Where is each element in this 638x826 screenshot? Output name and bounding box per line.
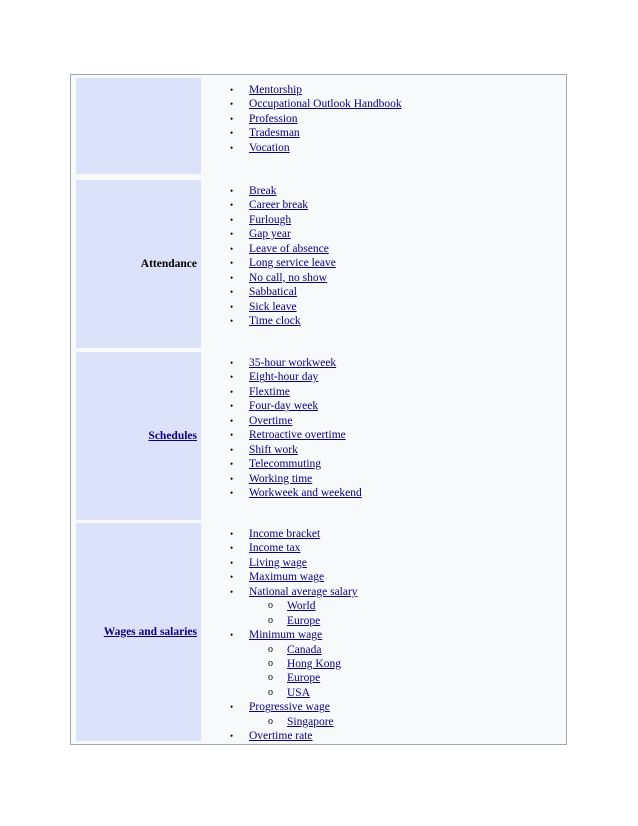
item-link[interactable]: Canada (287, 643, 322, 656)
bullet-icon: • (230, 85, 234, 95)
list-item (209, 112, 402, 126)
bullet-icon: • (230, 473, 234, 484)
item-link[interactable]: Furlough (249, 213, 292, 226)
bullet-icon: • (230, 401, 234, 412)
item-link[interactable]: USA (287, 686, 311, 699)
bullet-icon: • (230, 315, 234, 326)
item-link[interactable]: Europe (287, 614, 321, 627)
bullet-icon: • (230, 214, 234, 225)
group-header-careers (76, 78, 201, 174)
item-link[interactable]: Shift work (249, 443, 298, 456)
list-careers (209, 83, 402, 155)
item-link[interactable]: Occupational Outlook Handbook (249, 98, 402, 111)
item-link[interactable]: Europe (287, 672, 321, 685)
list-item (209, 570, 358, 584)
list-item (209, 97, 402, 111)
circle-bullet-icon: o (268, 686, 273, 698)
circle-bullet-icon: o (268, 600, 273, 612)
item-link[interactable]: Break (249, 185, 277, 197)
bullet-icon: • (230, 243, 234, 254)
list-item (209, 198, 336, 212)
group-header-schedules (76, 352, 201, 520)
sub-list-item (209, 657, 358, 671)
list-item (209, 242, 336, 256)
circle-bullet-icon: o (268, 643, 273, 655)
bullet-icon: • (230, 557, 234, 568)
bullet-icon: • (230, 430, 234, 441)
item-link[interactable]: Long service leave (249, 257, 336, 270)
circle-bullet-icon: o (268, 614, 273, 626)
list-item (209, 585, 358, 599)
item-link[interactable]: National average salary (249, 585, 358, 598)
bullet-icon: • (230, 415, 234, 426)
group-label-attendance: Attendance (140, 258, 197, 270)
list-item (209, 385, 362, 399)
bullet-icon: • (230, 586, 234, 597)
list-item (209, 285, 336, 299)
item-link[interactable]: Income bracket (249, 528, 321, 540)
bullet-icon: • (230, 731, 234, 742)
bullet-icon: • (230, 272, 234, 283)
item-link[interactable]: Profession (249, 112, 298, 125)
bullet-icon: • (230, 258, 234, 269)
group-header-attendance (76, 180, 201, 348)
item-link[interactable]: Maximum wage (249, 571, 325, 584)
circle-bullet-icon: o (268, 715, 273, 727)
list-item (209, 729, 358, 743)
bullet-icon: • (230, 229, 234, 240)
list-item (209, 271, 336, 285)
item-link[interactable]: Working time (249, 472, 313, 485)
list-item (209, 486, 362, 500)
list-item (209, 83, 402, 97)
item-link[interactable]: Living wage (249, 556, 307, 569)
list-item (209, 472, 362, 486)
sub-list-item (209, 686, 358, 700)
list-item (209, 256, 336, 270)
item-link[interactable]: 35-hour workweek (249, 357, 337, 369)
bullet-icon: • (230, 444, 234, 455)
bullet-icon: • (230, 572, 234, 583)
list-item (209, 443, 362, 457)
list-item (209, 414, 362, 428)
list-item (209, 700, 358, 714)
bullet-icon: • (230, 487, 234, 498)
item-link[interactable]: Overtime (249, 414, 293, 427)
item-link[interactable]: Four-day week (249, 400, 319, 413)
item-link[interactable]: Hong Kong (287, 657, 341, 670)
bullet-icon: • (230, 186, 234, 196)
list-item (209, 184, 336, 198)
bullet-icon: • (230, 287, 234, 298)
bullet-icon: • (230, 99, 234, 110)
bullet-icon: • (230, 529, 234, 539)
list-item (209, 541, 358, 555)
list-item (209, 628, 358, 642)
sub-list-item (209, 715, 358, 729)
item-link[interactable]: Time clock (249, 314, 301, 327)
item-link[interactable]: Leave of absence (249, 242, 329, 255)
sub-list-item (209, 599, 358, 613)
bullet-icon: • (230, 459, 234, 470)
group-header-wages (76, 523, 201, 741)
item-link[interactable]: Sick leave (249, 300, 297, 313)
list-item (209, 141, 402, 155)
item-link[interactable]: Eight-hour day (249, 371, 319, 384)
sub-list-item (209, 643, 358, 657)
bullet-icon: • (230, 200, 234, 211)
item-link[interactable]: Singapore (287, 715, 334, 728)
item-link[interactable]: Flextime (249, 385, 290, 398)
list-item (209, 370, 362, 384)
list-item (209, 457, 362, 471)
bullet-icon: • (230, 630, 234, 641)
bullet-icon: • (230, 113, 234, 124)
item-link[interactable]: Vocation (249, 141, 290, 154)
list-item (209, 356, 362, 370)
list-item (209, 126, 402, 140)
list-schedules (209, 356, 362, 500)
bullet-icon: • (230, 372, 234, 383)
bullet-icon: • (230, 301, 234, 312)
item-link[interactable]: No call, no show (249, 271, 327, 284)
item-link[interactable]: Career break (249, 199, 309, 212)
group-link-schedules[interactable]: Schedules (148, 430, 197, 442)
list-item (209, 556, 358, 570)
circle-bullet-icon: o (268, 672, 273, 684)
navbox (70, 74, 567, 745)
item-link[interactable]: Overtime rate (249, 730, 313, 743)
list-item (209, 300, 336, 314)
list-item (209, 314, 336, 328)
bullet-icon: • (230, 543, 234, 554)
list-item (209, 428, 362, 442)
item-link[interactable]: Progressive wage (249, 701, 330, 714)
item-link[interactable]: Workweek and weekend (249, 486, 362, 499)
sub-list-item (209, 614, 358, 628)
bullet-icon: • (230, 358, 234, 368)
bullet-icon: • (230, 386, 234, 397)
list-item (209, 213, 336, 227)
item-link[interactable]: Retroactive overtime (249, 429, 346, 442)
list-item (209, 227, 336, 241)
bullet-icon: • (230, 702, 234, 713)
item-link[interactable]: Telecommuting (249, 458, 322, 471)
bullet-icon: • (230, 128, 234, 139)
circle-bullet-icon: o (268, 657, 273, 669)
list-attendance (209, 184, 336, 328)
list-item (209, 399, 362, 413)
list-wages (209, 527, 358, 744)
item-link[interactable]: Mentorship (249, 84, 303, 96)
item-link[interactable]: Gap year (249, 228, 291, 241)
item-link[interactable]: Income tax (249, 542, 301, 555)
group-link-wages[interactable]: Wages and salaries (103, 626, 197, 638)
item-link[interactable]: Sabbatical (249, 286, 297, 299)
sub-list-item (209, 671, 358, 685)
bullet-icon: • (230, 142, 234, 153)
item-link[interactable]: Minimum wage (249, 629, 323, 642)
item-link[interactable]: Tradesman (249, 127, 300, 140)
list-item (209, 527, 358, 541)
item-link[interactable]: World (287, 600, 316, 613)
